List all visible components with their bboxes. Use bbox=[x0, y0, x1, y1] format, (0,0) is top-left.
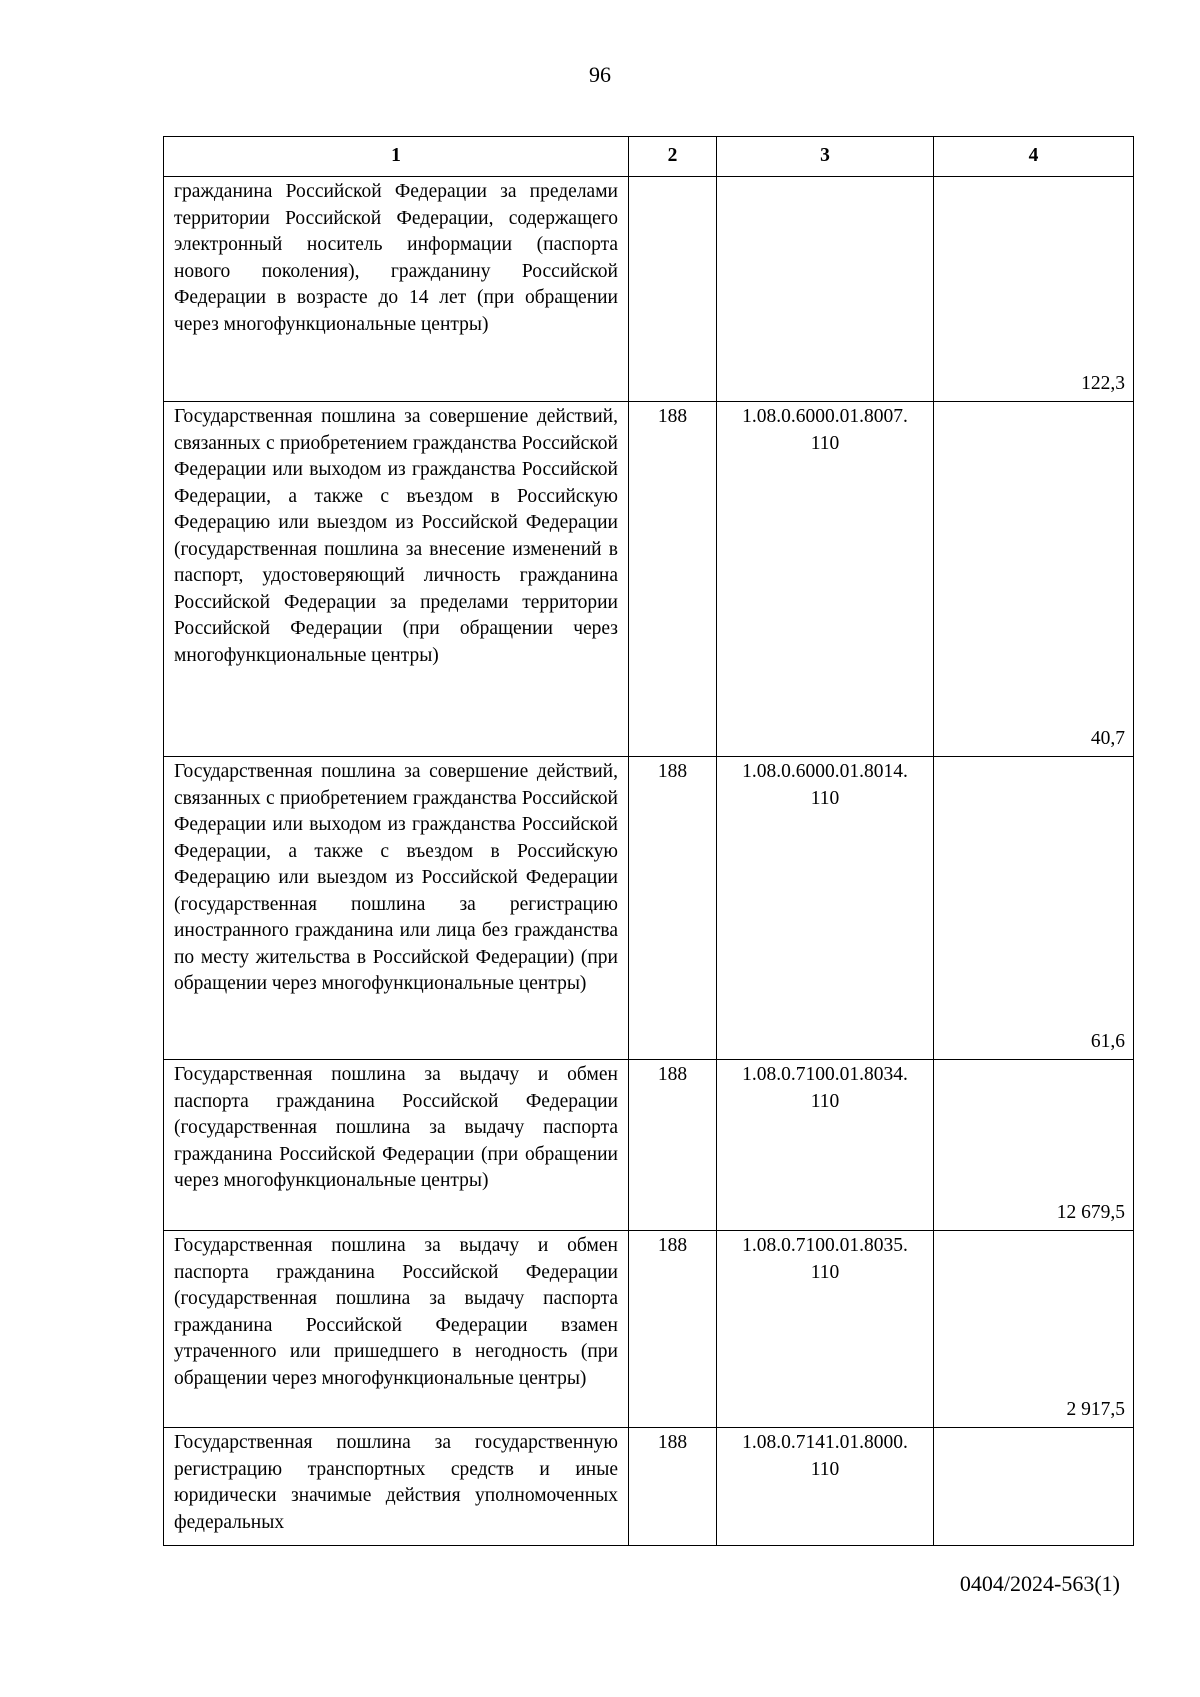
row-amount-cell bbox=[934, 1231, 1134, 1428]
table-row bbox=[164, 1231, 1134, 1428]
row-admin-cell bbox=[629, 757, 717, 1060]
row-amount: 122,3 bbox=[1081, 372, 1125, 394]
row-admin-cell bbox=[629, 1231, 717, 1428]
row-kbk-suffix: 110 bbox=[810, 1090, 840, 1112]
row-kbk-suffix: 110 bbox=[810, 1261, 840, 1283]
row-description-cell bbox=[164, 402, 629, 757]
table-row bbox=[164, 1428, 1134, 1546]
budget-table bbox=[163, 136, 1134, 1546]
header-col-3: 3 bbox=[717, 137, 934, 177]
row-amount: 2 917,5 bbox=[1066, 1398, 1125, 1420]
header-col-4: 4 bbox=[934, 137, 1134, 177]
row-amount: 61,6 bbox=[1090, 1030, 1125, 1052]
row-admin-cell bbox=[629, 177, 717, 402]
table-row bbox=[164, 402, 1134, 757]
row-description-cell bbox=[164, 177, 629, 402]
row-kbk-code: 1.08.0.7141.01.8000. bbox=[742, 1432, 908, 1453]
row-amount-cell bbox=[934, 1060, 1134, 1231]
row-admin-cell bbox=[629, 1060, 717, 1231]
row-description: Государственная пошлина за выдачу и обмен паспорта гражданина Российской Федерации (государственная пошлина за выдачу паспорта гражданина Российской Федерации (при обращении через многофункциональные центры) bbox=[174, 1064, 618, 1191]
table-row bbox=[164, 1060, 1134, 1231]
row-kbk-suffix: 110 bbox=[810, 787, 840, 809]
row-admin-code: 188 bbox=[657, 406, 688, 427]
row-amount: 40,7 bbox=[1090, 727, 1125, 749]
row-admin-code: 188 bbox=[657, 1064, 688, 1085]
page-number: 96 bbox=[589, 62, 611, 87]
row-kbk-code: 1.08.0.6000.01.8007. bbox=[742, 406, 908, 427]
row-kbk-cell bbox=[717, 1060, 934, 1231]
row-description-cell bbox=[164, 1060, 629, 1231]
header-col-2: 2 bbox=[629, 137, 717, 177]
row-admin-code: 188 bbox=[657, 1432, 688, 1453]
table-header-row bbox=[164, 137, 1134, 177]
row-description: Государственная пошлина за государственную регистрацию транспортных средств и иные юридически значимые действия уполномоченных федеральных bbox=[174, 1432, 618, 1533]
row-amount-cell bbox=[934, 1428, 1134, 1546]
row-kbk-cell bbox=[717, 402, 934, 757]
row-kbk-code: 1.08.0.7100.01.8035. bbox=[742, 1235, 908, 1256]
row-amount-cell bbox=[934, 402, 1134, 757]
row-admin-cell bbox=[629, 1428, 717, 1546]
row-admin-code bbox=[629, 177, 716, 179]
table-row bbox=[164, 757, 1134, 1060]
row-kbk-cell bbox=[717, 1428, 934, 1546]
row-kbk-suffix: 110 bbox=[810, 1458, 840, 1480]
table-row bbox=[164, 177, 1134, 402]
row-amount-cell bbox=[934, 177, 1134, 402]
row-kbk-suffix: 110 bbox=[810, 432, 840, 454]
row-kbk-cell bbox=[717, 1231, 934, 1428]
row-description: Государственная пошлина за совершение действий, связанных с приобретением гражданства Российской Федерации или выходом из гражданства Российской Федерации, а также с въездом в Российскую Федерацию или выездом из Российской Федерации (государственная пошлина за регистрацию иностранного гражданина или лица без гражданства по месту жительства в Российской Федерации) (при обращении через многофункциональные центры) bbox=[174, 761, 618, 994]
row-admin-code: 188 bbox=[657, 761, 688, 782]
row-amount-cell bbox=[934, 757, 1134, 1060]
row-admin-cell bbox=[629, 402, 717, 757]
row-description: Государственная пошлина за совершение действий, связанных с приобретением гражданства Российской Федерации или выходом из гражданства Российской Федерации, а также с въездом в Российскую Федерацию или выездом из Российской Федерации (государственная пошлина за внесение изменений в паспорт, удостоверяющий личность гражданина Российской Федерации за пределами территории Российской Федерации (при обращении через многофункциональные центры) bbox=[174, 406, 618, 666]
row-kbk-cell bbox=[717, 177, 934, 402]
row-amount: 12 679,5 bbox=[1056, 1201, 1125, 1223]
row-kbk-code: 1.08.0.7100.01.8034. bbox=[742, 1064, 908, 1085]
row-admin-code: 188 bbox=[657, 1235, 688, 1256]
row-description: Государственная пошлина за выдачу и обмен паспорта гражданина Российской Федерации (государственная пошлина за выдачу паспорта гражданина Российской Федерации взамен утраченного или пришедшего в негодность (при обращении через многофункциональные центры) bbox=[174, 1235, 618, 1389]
row-description-cell bbox=[164, 757, 629, 1060]
row-description-cell bbox=[164, 1231, 629, 1428]
row-kbk-cell bbox=[717, 757, 934, 1060]
header-col-1: 1 bbox=[164, 137, 629, 177]
row-description-cell bbox=[164, 1428, 629, 1546]
row-kbk-code: 1.08.0.6000.01.8014. bbox=[742, 761, 908, 782]
document-code: 0404/2024-563(1) bbox=[959, 1571, 1120, 1596]
row-description: гражданина Российской Федерации за пределами территории Российской Федерации, содержащего электронный носитель информации (паспорта нового поколения), гражданину Российской Федерации в возрасте до 14 лет (при обращении через многофункциональные центры) bbox=[174, 181, 618, 335]
